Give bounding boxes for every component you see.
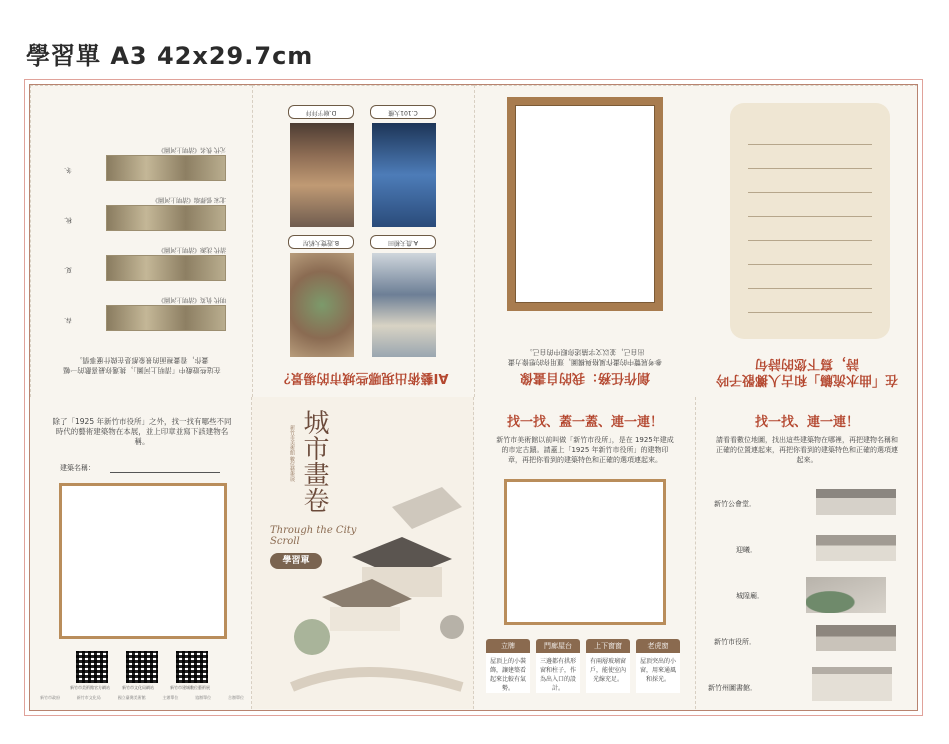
building-name-line <box>110 472 220 473</box>
photo-temple <box>290 123 354 227</box>
painting-1 <box>106 305 226 331</box>
poem-heading: 在「曲水流觴」和古人擲骰子吟詩，寫下您的詩句 <box>716 356 899 387</box>
path-road <box>292 672 462 687</box>
tree-canopy <box>294 619 330 655</box>
sponsor-1: 新竹市政府 <box>40 695 60 700</box>
feature-desc-2: 三邊都有拱形窗和柱子，作為出入口的設計。 <box>536 653 580 693</box>
cover-title: 城市畫卷 <box>299 409 329 513</box>
panel-map-connect <box>696 397 918 709</box>
gallery-building <box>392 487 462 529</box>
stamp-text: 除了「1925 年新竹市役所」之外，找一找有哪些不同時代的藝術建築物在本展，並上印章並寫下該建物名稱。 <box>52 417 232 446</box>
poem-line <box>748 312 872 313</box>
rock <box>440 615 464 639</box>
poem-line <box>748 216 872 217</box>
cover-en-title: Through the City Scroll <box>270 525 357 547</box>
season-mark-2: 夏． <box>59 266 72 273</box>
building-label-1: 新竹公會堂． <box>714 500 756 508</box>
building-img-1 <box>816 489 896 515</box>
feature-tab-3: 上下窗窗 <box>586 639 630 653</box>
qr-code-1 <box>76 651 108 683</box>
poem-line <box>748 168 872 169</box>
portrait-heading: 創作任務：我的自畫像 <box>520 370 651 385</box>
building-img-2 <box>816 535 896 561</box>
season-mark-1: 春． <box>59 316 72 323</box>
poem-lines-box <box>730 103 890 339</box>
panel-poem <box>696 85 918 397</box>
poem-line <box>748 240 872 241</box>
painting-4 <box>106 155 226 181</box>
panel-paintings <box>30 85 252 397</box>
photo-tower <box>372 123 436 227</box>
page-title: 學習單 A3 42x29.7cm <box>26 42 314 70</box>
building-img-5 <box>812 667 892 701</box>
poem-line <box>748 264 872 265</box>
cover-subtitle: 新竹市美術館 數位藝術展 <box>289 425 295 482</box>
qr-code-3 <box>176 651 208 683</box>
cover-badge: 學習單 <box>270 553 322 569</box>
map-connect-heading: 找一找、連一連！ <box>754 415 859 430</box>
stamp-box <box>59 483 227 639</box>
sheet-inner <box>29 84 918 711</box>
building-label-2: 迎曦． <box>736 546 757 554</box>
ai-scenes-heading: AI藝術出現哪些城市的場景？ <box>277 370 449 385</box>
feature-desc-1: 屋頂上的小裝飾，讓建築看起來比較有氣勢。 <box>486 653 530 693</box>
panel-self-portrait <box>474 85 696 397</box>
poem-line <box>748 192 872 193</box>
sponsor-logos <box>40 695 244 701</box>
sponsor-3: 國立臺灣美術館 <box>117 695 146 700</box>
qr-caption-1: 新竹市美術館官方網站 <box>70 685 110 690</box>
feature-desc-4: 屋頂突出的小窗，用來通風和採光。 <box>636 653 680 693</box>
label-d: D.廟宇拜拜 <box>288 105 354 119</box>
stamp-connect-box <box>504 479 666 625</box>
season-mark-3: 秋． <box>59 216 72 223</box>
sponsor-4: 主辦單位 <box>162 695 179 700</box>
building-name-label: 建築名稱： <box>60 464 95 472</box>
portrait-text: 參考展覽中的畫作風格與構圖，運用你的想像力畫出自己，並以文字描述你眼中的自己。 <box>508 348 662 366</box>
building-label-5: 新竹州圖書館． <box>708 684 757 692</box>
qr-caption-2: 新竹市文化局網站 <box>122 685 154 690</box>
label-c: C.101大樓 <box>370 105 436 119</box>
painting-3 <box>106 205 226 231</box>
poem-line <box>748 288 872 289</box>
feature-tab-4: 老虎窗 <box>636 639 680 653</box>
label-a: A.農夫種田 <box>370 235 436 249</box>
painting-caption-1: 明代 仇英《清明上河圖》 <box>158 296 226 303</box>
qr-caption-3: 新竹市建城數位藝術展 <box>170 685 210 690</box>
sponsor-6: 合辦單位 <box>227 695 244 700</box>
feature-tab-2: 門廊屋台 <box>536 639 580 653</box>
house-wall-2 <box>330 607 400 631</box>
sponsor-5: 協辦單位 <box>195 695 212 700</box>
qr-code-2 <box>126 651 158 683</box>
painting-caption-3: 北宋 張擇端《清明上河圖》 <box>152 196 226 203</box>
portrait-frame <box>507 97 663 311</box>
painting-caption-4: 元代 佚名《清明上河圖》 <box>158 146 226 153</box>
label-b: B.遊覽大稻埕 <box>288 235 354 249</box>
building-label-3: 城隍廟． <box>736 592 764 600</box>
learning-sheet <box>24 79 923 716</box>
building-img-4 <box>816 625 896 651</box>
sponsor-2: 新竹市文化局 <box>76 695 101 700</box>
panel-ai-scenes <box>252 85 474 397</box>
panel-stamp <box>30 397 252 709</box>
cover-illustration <box>252 467 474 709</box>
map-connect-text: 請看看數位地圖，找出這些建築物在哪裡，再把建物名稱和正確的位置連起來，再把你看到的建築特色和正確的選項連起來。 <box>716 436 898 464</box>
paintings-intro: 在這些遊戲中「清明上河圖」，挑選你最喜歡的一幅畫作，看畫裡面的景象都是在做什麼事情。 <box>63 356 221 374</box>
photo-train <box>372 253 436 357</box>
photo-hands <box>290 253 354 357</box>
building-img-3 <box>806 577 886 613</box>
season-mark-4: 冬． <box>59 166 72 173</box>
panel-cover <box>252 397 474 709</box>
painting-caption-2: 清代 沈源《清明上河圖》 <box>158 246 226 253</box>
panel-stamp-connect <box>474 397 696 709</box>
stamp-connect-heading: 找一找、蓋一蓋、連一連！ <box>506 415 663 430</box>
painting-2 <box>106 255 226 281</box>
feature-tab-1: 立牌 <box>486 639 530 653</box>
stamp-connect-text: 新竹市美術館以前叫做「新竹市役所」，是在 1925年建成的市定古蹟。請蓋上「1925 年新竹市役所」的建物印章，再把你看到的建築特色和正確的選項連起來。 <box>496 436 674 464</box>
feature-desc-3: 有兩層玻璃窗戶，能使室內光線充足。 <box>586 653 630 693</box>
poem-line <box>748 144 872 145</box>
building-label-4: 新竹市役所． <box>714 638 756 646</box>
